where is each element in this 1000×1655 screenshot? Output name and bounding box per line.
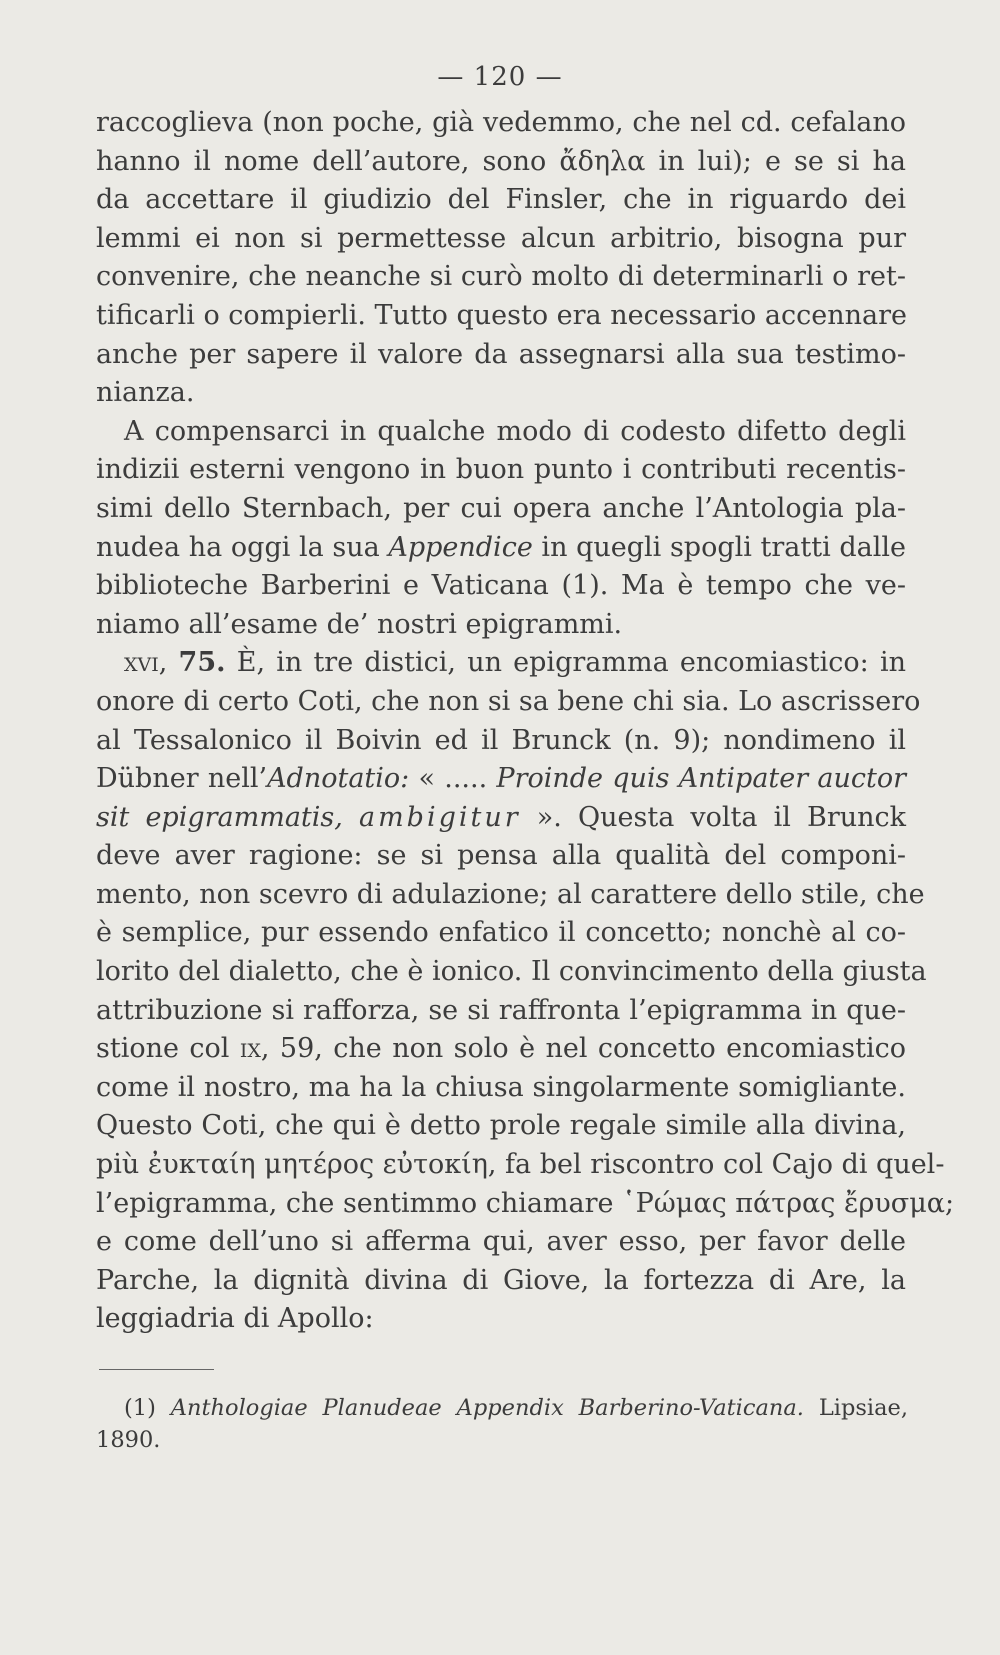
- text-line: indizii esterni vengono in buon punto i contributi recentis-: [96, 454, 906, 486]
- italic-title: Appendice: [388, 531, 533, 563]
- text-line: biblioteche Barberini e Vaticana (1). Ma è tempo che ve-: [96, 570, 906, 602]
- text-line: niamo all’esame de’ nostri epigrammi.: [96, 608, 623, 640]
- text-line: raccoglieva (non poche, già vedemmo, che nel cd. cefalano: [96, 107, 906, 138]
- text-line: e come dell’uno si afferma qui, aver esso, per favor delle: [96, 1226, 906, 1258]
- italic-title: Adnotatio:: [267, 763, 410, 795]
- text-line: simi dello Sternbach, per cui opera anche l’Antologia pla-: [96, 492, 906, 524]
- spaced-italic-word: ambigitur: [358, 801, 521, 833]
- text-run: « .....: [409, 763, 497, 795]
- text-run: 59, che non solo è nel concetto encomiastico: [269, 1033, 906, 1065]
- paragraph: [96, 644, 955, 1339]
- text-line: al Tessalonico il Boivin ed il Brunck (n. 9); nondimeno il: [96, 724, 906, 756]
- text-line: hanno il nome dell’autore, sono ἄδηλα in lui); e se si ha: [96, 145, 906, 177]
- text-line: tificarli o compierli. Tutto questo era necessario accennare: [96, 299, 907, 331]
- text-run: nudea ha oggi la sua: [96, 531, 389, 563]
- italic-quote: Proinde quis Antipater auctor: [496, 763, 907, 795]
- text-line: Questo Coti, che qui è detto prole regale simile alla divina,: [96, 1110, 906, 1142]
- text-line: l’epigramma, che sentimmo chiamare ῾Ρώμας πάτρας ἔρυσμα;: [96, 1187, 955, 1219]
- text-line: [96, 760, 906, 799]
- text-line: attribuzione si rafforza, se si raffronta l’epigramma in que-: [96, 994, 906, 1026]
- italic-quote: sit epigrammatis,: [96, 801, 343, 833]
- text-line: anche per sapere il valore da assegnarsi alla sua testimo-: [96, 338, 906, 370]
- text-line: [96, 799, 906, 838]
- footnote-separator: [99, 1369, 214, 1370]
- text-line: come il nostro, ma ha la chiusa singolarmente somigliante.: [96, 1071, 906, 1103]
- text-line: A compensarci in qualche modo di codesto difetto degli: [124, 415, 906, 447]
- text-line: [96, 1030, 906, 1069]
- footnote-line: 1890.: [96, 1427, 161, 1453]
- paragraph: [96, 413, 906, 645]
- footnote-line: [96, 1392, 908, 1424]
- footnote: [96, 1392, 908, 1456]
- text-line: leggiadria di Apollo:: [96, 1303, 374, 1335]
- footnote-marker: (1): [124, 1395, 156, 1421]
- footnote-title: Anthologiae Planudeae Appendix Barberino-Vaticana.: [170, 1395, 804, 1421]
- book-reference: ix,: [239, 1033, 270, 1065]
- text-line: è semplice, pur essendo enfatico il concetto; nonchè al co-: [96, 917, 906, 949]
- page-number: — 120 —: [437, 62, 563, 92]
- text-line: da accettare il giudizio del Finsler, che in riguardo dei: [96, 184, 906, 216]
- epigram-number: 75.: [178, 647, 226, 679]
- text-run: Dübner nell’: [96, 763, 268, 795]
- text-line: mento, non scevro di adulazione; al carattere dello stile, che: [96, 878, 925, 910]
- text-line: convenire, che neanche si curò molto di determinarli o ret-: [96, 261, 906, 293]
- text-run: È, in tre distici, un epigramma encomiastico: in: [225, 647, 906, 679]
- text-line: [96, 529, 906, 568]
- text-line: deve aver ragione: se si pensa alla qualità del componi-: [96, 840, 906, 872]
- body-text: [96, 104, 955, 1339]
- text-line: lorito del dialetto, che è ionico. Il convincimento della giusta: [96, 956, 927, 988]
- text-line: lemmi ei non si permettesse alcun arbitrio, bisogna pur: [96, 222, 906, 254]
- text-run: stione col: [96, 1033, 240, 1065]
- text-line: Parche, la dignità divina di Giove, la fortezza di Are, la: [96, 1264, 906, 1296]
- text-line: [96, 644, 906, 683]
- text-run: ». Questa volta il Brunck: [520, 801, 906, 833]
- footnote-place: Lipsiae,: [803, 1395, 908, 1421]
- text-line: nianza.: [96, 377, 195, 409]
- text-line: più ἐυκταίη μητέρος εὐτοκίη, fa bel riscontro col Cajo di quel-: [96, 1149, 945, 1181]
- paragraph: [96, 104, 906, 413]
- text-run: in quegli spogli tratti dalle: [532, 531, 906, 563]
- book-reference: xvi,: [124, 647, 168, 679]
- text-line: onore di certo Coti, che non si sa bene chi sia. Lo ascrissero: [96, 685, 921, 717]
